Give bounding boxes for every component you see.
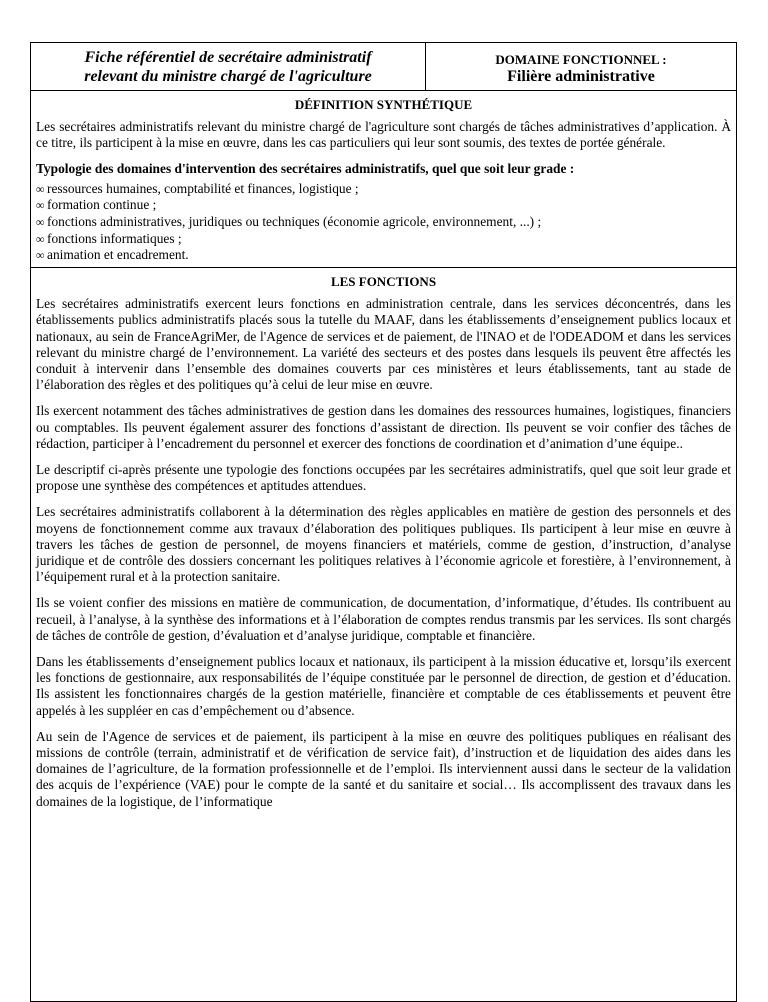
functions-paragraph: Les secrétaires administratifs exercent leurs fonctions en administration centrale, dans les services déconcentrés, dans les établissements publics administratifs placés sous la tutelle du MAAF, dans les établissements d’enseignement publics locaux et nationaux, au sein de FranceAgriMer, de l'Agence de services et de paiement, de l'INAO et de l'ODEADOM et dans les services relevant du ministre chargé de l’environnement. La variété des secteurs et des postes dans lesquels ils peuvent être affectés les conduit à intervenir dans l’ensemble des domaines couverts par ces ministères et leurs établissements, tant au stade de l’élaboration des règles et des politiques qu’à celui de leur mise en œuvre. [36, 296, 731, 393]
definition-section [31, 97, 736, 268]
typology-heading: Typologie des domaines d'intervention des secrétaires administratifs, quel que soit leur grade : [36, 161, 575, 177]
list-item: ∞ animation et encadrement. [36, 247, 189, 263]
infinity-bullet-icon: ∞ [36, 215, 45, 230]
list-item: ∞ fonctions administratives, juridiques ou techniques (économie agricole, environnement, ...) ; [36, 214, 542, 230]
functions-paragraph: Ils se voient confier des missions en matière de communication, de documentation, d’informatique, d’études. Ils contribuent au recueil, à l’analyse, à la synthèse des informations et à l’élaboration de comptes rendus transmis par les services. Ils sont chargés de tâches de contrôle de gestion, d’évaluation et d’analyse juridique, comptable et financière. [36, 595, 731, 643]
document-title [31, 43, 426, 90]
functions-paragraph: Les secrétaires administratifs collaborent à la détermination des règles applicables en matière de gestion des personnels et des moyens de fonctionnement comme aux travaux d’élaboration des politiques publiques. Ils participent à leur mise en œuvre à travers les tâches de gestion de personnel, de moyens financiers et matériels, comme de gestion, d’instruction, d’analyse juridique et de contrôle des dossiers concernant les politiques relatives à l’économie agricole et forestière, à l’environnement, à l’équipement rural et à la protection sanitaire. [36, 504, 731, 585]
list-item: ∞ fonctions informatiques ; [36, 230, 182, 246]
definition-title: DÉFINITION SYNTHÉTIQUE [294, 97, 473, 112]
functions-paragraph: Ils exercent notamment des tâches administratives de gestion dans les domaines des ressources humaines, logistiques, financiers ou comptables. Ils peuvent également assurer des fonctions d’assistant de direction. Ils peuvent se voir confier des tâches de rédaction, participer à l’encadrement du personnel et exercer des fonctions de coordination et d’animation d’une équipe.. [36, 403, 731, 451]
infinity-bullet-icon: ∞ [36, 181, 45, 196]
functions-paragraph: Dans les établissements d’enseignement publics locaux et nationaux, ils participent à la mission éducative et, lorsqu’ils exercent les fonctions de gestionnaire, aux responsabilités de l’équipe constituée par le personnel de direction, de gestion et d’éducation. Ils assistent les fonctionnaires chargés de la gestion matérielle, financière et comptable de ces établissements et peuvent être appelés à les suppléer en cas d’empêchement ou d’absence. [36, 653, 731, 718]
typology-list [36, 181, 731, 264]
definition-intro: Les secrétaires administratifs relevant du ministre chargé de l'agriculture sont chargés de tâches administratives d’application. À ce titre, ils participent à la mise en œuvre, dans les cas particuliers qui leur sont soumis, des textes de portée générale. [36, 119, 731, 151]
list-item: ∞ ressources humaines, comptabilité et finances, logistique ; [36, 180, 359, 196]
infinity-bullet-icon: ∞ [36, 248, 45, 263]
document-header [31, 43, 736, 91]
infinity-bullet-icon: ∞ [36, 231, 45, 246]
functions-paragraph: Au sein de l'Agence de services et de paiement, ils participent à la mise en œuvre des politiques publiques en réalisant des missions de contrôle (terrain, administratif et de vérification de service fait), d’instruction et de liquidation des aides dans les domaines de l’agriculture, de la formation professionnelle et de l’emploi. Ils interviennent aussi dans le secteur de la validation des acquis de l’expérience (VAE) pour le compte de la santé et du sanitaire et social… Ils accomplissent des travaux dans les domaines de la logistique, de l’informatique [36, 728, 731, 809]
infinity-bullet-icon: ∞ [36, 198, 45, 213]
fiche-document [30, 42, 737, 1002]
list-item: ∞ formation continue ; [36, 197, 157, 213]
domain-value: Filière administrative [507, 67, 655, 85]
domain-box [426, 43, 736, 90]
domain-label: DOMAINE FONCTIONNEL : [495, 51, 667, 67]
title-line-2: relevant du ministre chargé de l'agriculture [84, 67, 372, 85]
functions-paragraph: Le descriptif ci-après présente une typologie des fonctions occupées par les secrétaires administratifs, quel que soit leur grade et propose une synthèse des compétences et aptitudes attendues. [36, 461, 731, 494]
title-line-1: Fiche référentiel de secrétaire administratif [84, 48, 372, 66]
functions-section [31, 274, 736, 810]
functions-title: LES FONCTIONS [330, 274, 437, 290]
